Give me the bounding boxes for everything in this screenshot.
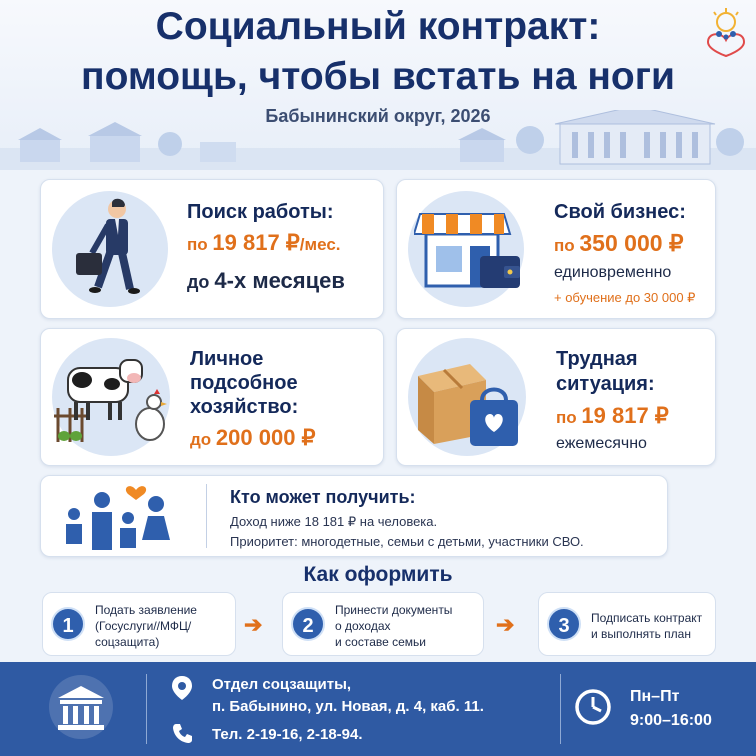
business-amount [554,230,684,257]
clock-icon [574,688,612,726]
family-icon [60,478,180,554]
job-duration-prefix: до [187,272,215,292]
footer-phone: Тел. 2-19-16, 2-18-94. [212,726,363,743]
government-building-icon [46,674,116,740]
shop-icon [414,200,524,300]
location-pin-icon [172,676,192,700]
job-amount-value: 19 817 ₽ [212,230,300,255]
step-1-line1: Подать заявление [95,603,197,617]
step-2-number: 2 [291,607,325,641]
box-bag-icon [414,352,530,452]
step-2-line3: и составе семьи [335,635,427,649]
step-arrow-2-icon: ➔ [496,612,515,637]
job-title: Поиск работы: [187,201,334,223]
eligibility-divider [206,484,207,548]
step-2-text [335,602,452,650]
step-1-line2: (Госуслуги//МФЦ/ [95,619,192,633]
farm-amount-prefix: до [190,430,216,449]
farm-amount [190,425,316,451]
step-2-line1: Принести документы [335,603,453,617]
step-3-text [591,610,702,642]
step-1-line3: соцзащита) [95,635,160,649]
family-logo-icon [702,8,750,58]
hero-banner [0,0,756,170]
phone-icon [172,722,194,744]
step-3-line2: и выполнять план [591,627,691,641]
business-amount-prefix: по [554,236,580,255]
hardship-amount-value: 19 817 ₽ [581,403,669,428]
footer-divider-left [146,674,147,744]
footer-department: Отдел соцзащиты, [212,676,352,693]
cow-chicken-icon [54,350,170,450]
page-subtitle: Бабынинский округ, 2026 [265,106,491,126]
farm-title-line1: Личное [190,348,264,370]
job-duration [187,268,345,294]
step-1 [42,592,236,656]
hardship-amount [556,403,669,429]
hardship-title-line2: ситуация: [556,373,655,395]
step-arrow-1-icon: ➔ [244,612,263,637]
step-2-line2: о доходах [335,619,391,633]
step-3 [538,592,716,656]
step-1-number: 1 [51,607,85,641]
footer-hours: 9:00–16:00 [630,712,712,729]
hardship-note: ежемесячно [556,435,647,452]
page-title-line1: Социальный контракт: [155,5,601,48]
eligibility-income: Доход ниже 18 181 ₽ на человека. [230,514,438,529]
step-2 [282,592,484,656]
eligibility-priority: Приоритет: многодетные, семьи с детьми, участники СВО. [230,534,584,549]
footer-workdays: Пн–Пт [630,688,680,705]
farm-title-line3: хозяйство: [190,396,299,418]
how-to-title: Как оформить [303,563,453,586]
footer-address: п. Бабынино, ул. Новая, д. 4, каб. 11. [212,698,484,715]
eligibility-title: Кто может получить: [230,487,416,507]
page-title-line2: помощь, чтобы встать на ноги [81,55,675,98]
farm-title-line2: подсобное [190,372,298,394]
farm-amount-value: 200 000 ₽ [215,425,316,450]
hardship-title-line1: Трудная [556,348,638,370]
business-extra: + обучение до 30 000 ₽ [554,290,696,305]
step-3-number: 3 [547,607,581,641]
job-duration-value: 4-х месяцев [214,268,345,293]
hardship-amount-prefix: по [556,408,582,427]
businessman-icon [62,195,162,305]
step-3-line1: Подписать контракт [591,611,703,625]
footer-divider-right [560,674,561,744]
job-amount [187,230,341,256]
job-amount-suffix: /мес. [299,235,341,254]
business-title: Свой бизнес: [554,201,686,223]
business-amount-value: 350 000 ₽ [579,230,684,256]
job-amount-prefix: по [187,235,213,254]
business-note: единовременно [554,264,672,281]
step-1-text [95,602,197,650]
